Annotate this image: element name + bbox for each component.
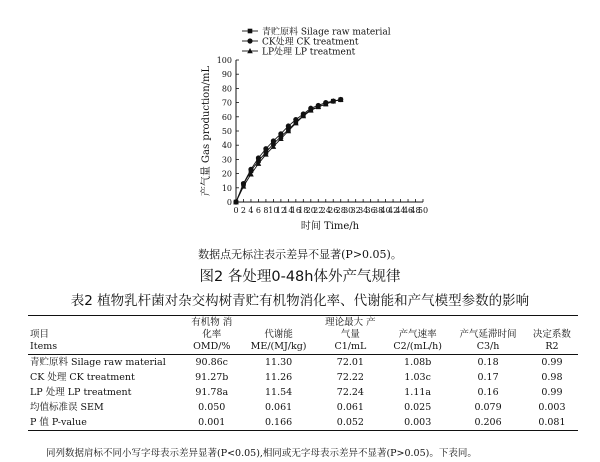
me-cell: 0.061 — [264, 401, 293, 413]
x-tick-label: 10 — [268, 206, 279, 215]
x-tick-label: 6 — [255, 206, 261, 215]
header-me-en: ME/(MJ/kg) — [250, 341, 307, 352]
legend-marker — [248, 29, 253, 34]
omd-cell: 0.001 — [182, 415, 242, 431]
table-row — [28, 355, 578, 371]
table-row — [28, 400, 578, 415]
r2-cell: 0.081 — [526, 415, 578, 431]
header-me-zh: 代谢能 — [264, 329, 293, 340]
x-tick-label: 26 — [328, 206, 339, 215]
omd-cell: 91.27b — [195, 371, 229, 383]
row-label: CK 处理 CK treatment — [30, 371, 135, 383]
y-tick-label: 40 — [221, 141, 232, 151]
c2-cell: 0.025 — [404, 401, 432, 413]
c1-cell: 72.24 — [336, 386, 364, 398]
chart-note: 数据点无标注表示差异不显著(P>0.05)。 — [198, 248, 402, 261]
header-c2-en: C2/(mL/h) — [393, 341, 442, 352]
table-header-row — [28, 316, 578, 355]
y-tick-label: 50 — [221, 127, 232, 136]
header-c1-zh: 理论最大 产气量 — [325, 317, 376, 340]
series-square — [234, 97, 343, 204]
c1-cell: 0.052 — [316, 415, 385, 431]
x-tick-label: 24 — [320, 206, 331, 215]
x-tick-label: 16 — [290, 206, 301, 215]
y-tick-label: 70 — [221, 98, 232, 108]
data-point — [278, 131, 283, 136]
x-tick-label: 50 — [417, 206, 429, 215]
r2-cell: 0.98 — [541, 371, 563, 383]
header-r2 — [526, 316, 578, 355]
data-point — [286, 123, 291, 128]
y-tick-label: 30 — [221, 155, 232, 165]
x-tick-label: 48 — [410, 206, 421, 215]
table-row — [28, 385, 578, 400]
c1-cell: 72.22 — [336, 371, 364, 383]
data-point — [256, 155, 261, 160]
header-c1 — [316, 316, 385, 355]
x-tick-label: 28 — [335, 206, 346, 215]
c3-cell: 0.079 — [474, 401, 502, 413]
r2-cell: 0.99 — [541, 356, 563, 368]
data-point — [271, 138, 276, 143]
y-axis-title: 产气量 Gas production/mL — [201, 65, 212, 197]
x-tick-label: 44 — [395, 206, 406, 215]
omd-cell: 90.86c — [195, 356, 229, 368]
table-footnote: 同列数据肩标不同小写字母表示差异显著(P<0.05),相同或无字母表示差异不显著(P>0.05)。下表同。 — [46, 448, 477, 459]
table-body — [28, 355, 578, 431]
r2-cell: 0.003 — [538, 401, 566, 413]
header-r2-zh: 决定系数 — [532, 329, 571, 340]
x-tick-label: 4 — [248, 206, 254, 215]
x-tick-label: 32 — [350, 206, 361, 215]
c2-cell: 1.11a — [404, 386, 432, 398]
chart-series — [233, 97, 343, 205]
omd-cell: 0.050 — [198, 401, 226, 413]
y-tick-label: 90 — [221, 70, 232, 80]
series-triangle — [233, 97, 343, 204]
header-omd — [182, 316, 242, 355]
c1-cell: 72.01 — [336, 356, 364, 368]
me-cell: 0.166 — [242, 415, 316, 431]
x-ticks — [233, 199, 428, 215]
legend-label: CK处理 CK treatment — [262, 37, 359, 48]
x-tick-label: 0 — [233, 206, 239, 215]
header-items-zh: 项目 — [30, 329, 50, 340]
x-tick-label: 34 — [358, 206, 369, 215]
c2-cell: 1.08b — [404, 356, 432, 368]
me-cell: 11.26 — [264, 371, 293, 383]
header-items — [28, 316, 182, 355]
legend-marker — [247, 38, 252, 43]
legend-label: LP处理 LP treatment — [262, 47, 356, 58]
header-c1-en: C1/mL — [334, 341, 367, 352]
c3-cell: 0.206 — [450, 415, 526, 431]
y-tick-label: 100 — [216, 56, 232, 65]
header-omd-en: OMD/% — [193, 341, 231, 352]
header-me — [242, 316, 316, 355]
header-c2-zh: 产气速率 — [398, 329, 437, 340]
c3-cell: 0.18 — [477, 356, 499, 368]
x-tick-label: 12 — [275, 206, 286, 215]
x-tick-label: 14 — [283, 206, 294, 215]
row-label: LP 处理 LP treatment — [30, 386, 132, 398]
header-c3-en: C3/h — [476, 341, 500, 352]
chart-legend — [242, 26, 391, 58]
parameters-table — [28, 315, 578, 431]
me-cell: 11.30 — [264, 356, 293, 368]
table-row — [28, 415, 578, 431]
header-c3-zh: 产气延滞时间 — [459, 329, 517, 340]
figure-caption: 图2 各处理0-48h体外产气规律 — [199, 269, 401, 285]
x-tick-label: 30 — [343, 206, 354, 215]
x-tick-label: 22 — [313, 206, 324, 215]
y-tick-label: 0 — [226, 198, 232, 207]
x-tick-label: 36 — [365, 206, 376, 215]
series-line — [236, 100, 341, 202]
c1-cell: 0.061 — [336, 401, 364, 413]
header-c2 — [385, 316, 450, 355]
x-tick-label: 38 — [373, 206, 384, 215]
row-label: 均值标准误 SEM — [30, 401, 104, 413]
header-omd-zh: 有机物 消化率 — [191, 317, 233, 340]
y-tick-label: 60 — [221, 112, 232, 122]
c3-cell: 0.16 — [477, 386, 499, 398]
x-tick-label: 46 — [402, 206, 414, 215]
series-line — [236, 100, 341, 202]
header-items-en: Items — [30, 341, 58, 352]
table-row — [28, 370, 578, 385]
y-tick-label: 20 — [221, 169, 232, 179]
row-label: P 值 P-value — [28, 415, 182, 431]
c2-cell: 1.03c — [404, 371, 431, 383]
row-label: 青贮原料 Silage raw material — [30, 356, 166, 368]
data-point — [263, 146, 268, 151]
table-caption: 表2 植物乳杆菌对杂交构树青贮有机物消化率、代谢能和产气模型参数的影响 — [70, 293, 530, 309]
omd-cell: 91.78a — [195, 386, 229, 398]
legend-label: 青贮原料 Silage raw material — [262, 27, 391, 38]
x-axis-title: 时间 Time/h — [300, 221, 360, 232]
x-tick-label: 20 — [305, 206, 316, 215]
y-tick-label: 10 — [221, 183, 232, 193]
x-tick-label: 8 — [263, 206, 269, 215]
header-c3 — [450, 316, 526, 355]
series-circle — [233, 97, 343, 205]
header-r2-en: R2 — [545, 341, 559, 352]
y-tick-label: 80 — [221, 84, 232, 94]
c2-cell: 0.003 — [385, 415, 450, 431]
series-line — [236, 99, 341, 202]
x-tick-label: 40 — [380, 206, 391, 215]
x-tick-label: 18 — [298, 206, 309, 215]
x-tick-label: 42 — [387, 206, 399, 215]
c3-cell: 0.17 — [477, 371, 499, 383]
x-tick-label: 2 — [240, 206, 247, 215]
me-cell: 11.54 — [264, 386, 293, 398]
r2-cell: 0.99 — [541, 386, 563, 398]
